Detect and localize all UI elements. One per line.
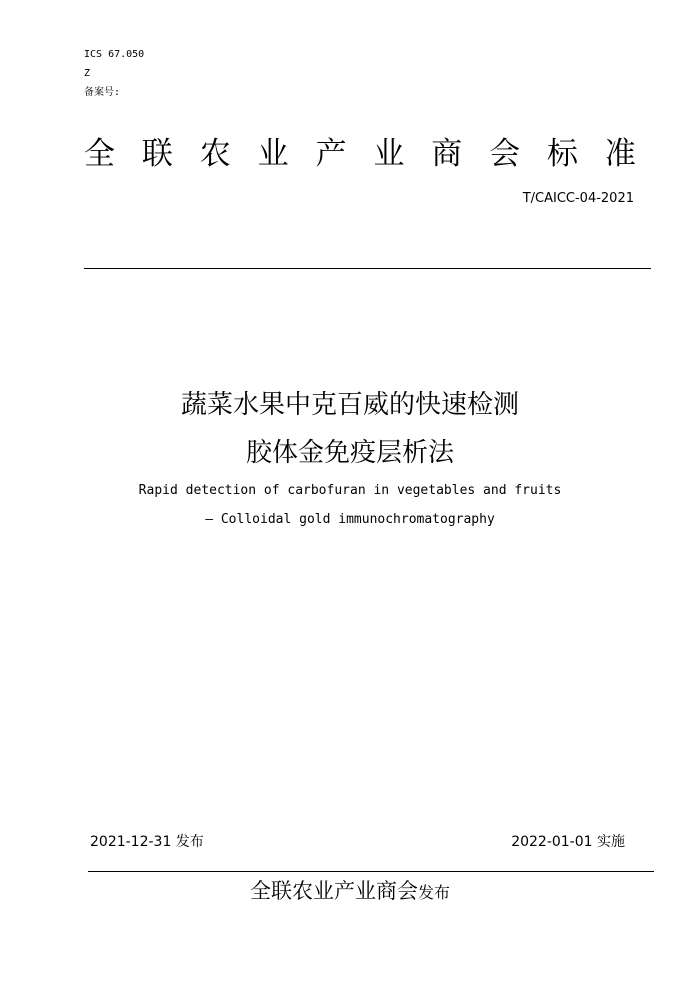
title-english-line-2: — Colloidal gold immunochromatography bbox=[205, 512, 495, 527]
org-title-char: 业 bbox=[373, 136, 405, 172]
org-title-char: 商 bbox=[431, 136, 463, 172]
org-title-char: 业 bbox=[257, 136, 289, 172]
org-title-char: 会 bbox=[489, 136, 521, 172]
bottom-divider bbox=[88, 871, 654, 872]
title-chinese-line-1: 蔬菜水果中克百威的快速检测 bbox=[180, 390, 519, 420]
org-title-char: 产 bbox=[315, 136, 347, 172]
issue-date: 2021-12-31 发布 bbox=[90, 834, 204, 850]
org-title-char: 准 bbox=[604, 136, 636, 172]
implementation-date: 2022-01-01 实施 bbox=[511, 834, 625, 850]
publisher-name: 全联农业产业商会 bbox=[249, 879, 418, 903]
publisher-suffix: 发布 bbox=[417, 883, 450, 902]
organization-standard-title bbox=[84, 133, 636, 175]
org-title-char: 标 bbox=[547, 136, 578, 172]
title-english-line-1: Rapid detection of carbofuran in vegetables and fruits bbox=[138, 483, 562, 498]
publisher bbox=[0, 876, 700, 908]
standard-number: T/CAICC-04-2021 bbox=[522, 191, 634, 206]
org-title-char: 农 bbox=[199, 136, 231, 172]
ics-code: ICS 67.050 bbox=[84, 49, 145, 60]
title-chinese-line-2: 胶体金免疫层析法 bbox=[245, 438, 454, 468]
registration-number-label: 备案号: bbox=[84, 87, 121, 98]
classification-code: Z bbox=[84, 68, 91, 79]
top-divider bbox=[84, 268, 651, 269]
org-title-char: 联 bbox=[141, 136, 173, 172]
org-title-char: 全 bbox=[84, 136, 115, 172]
